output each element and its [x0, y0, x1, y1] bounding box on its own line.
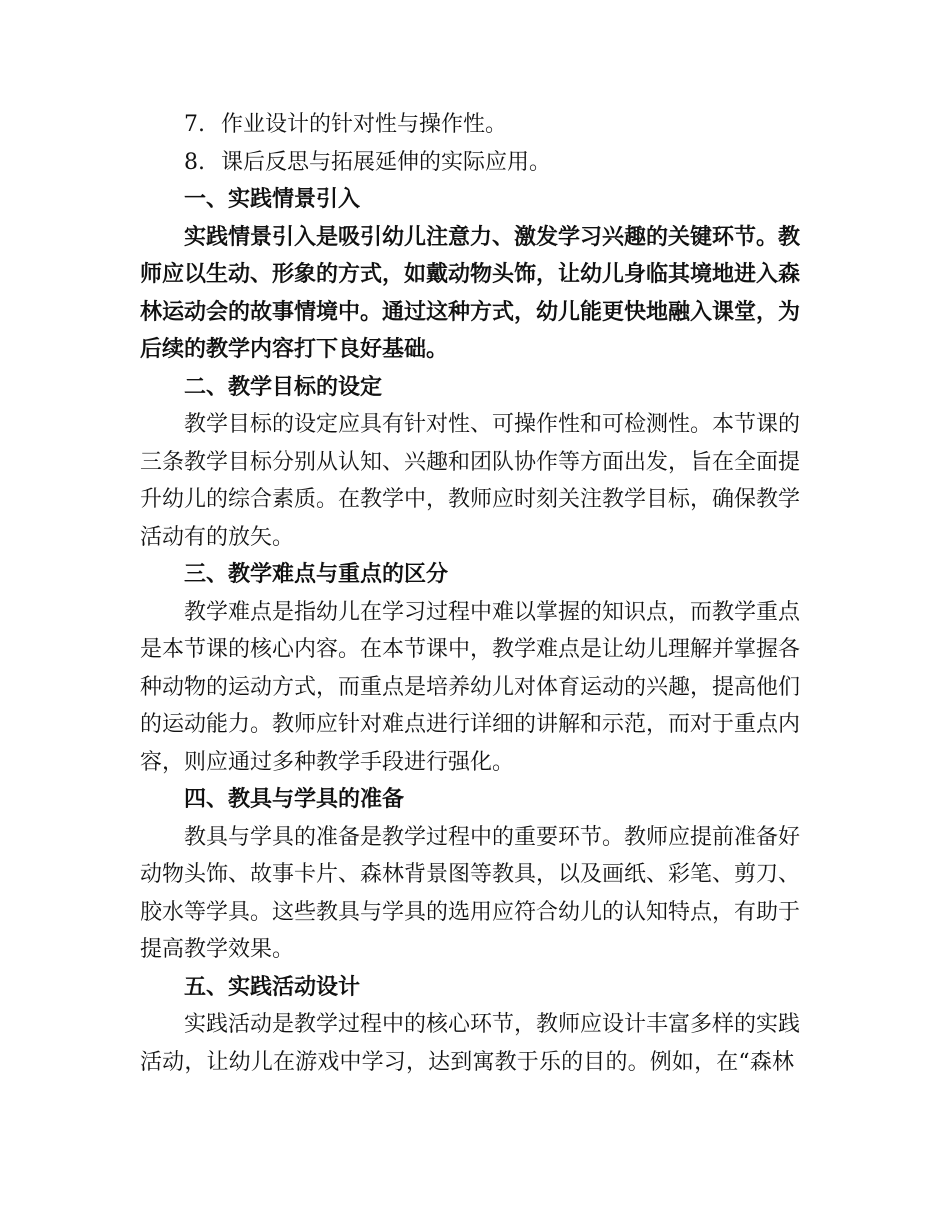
paragraph-line: 教学目标的设定应具有针对性、可操作性和可检测性。本节课的 — [184, 412, 801, 437]
section-heading: 四、教具与学具的准备 — [184, 786, 405, 812]
paragraph-line: 动物头饰、故事卡片、森林背景图等教具，以及画纸、彩笔、剪刀、 — [140, 862, 801, 887]
section-paragraph — [140, 219, 801, 369]
paragraph-line: 是本节课的核心内容。在本节课中，教学难点是让幼儿理解并掌握各 — [140, 637, 801, 662]
paragraph-line: 师应以生动、形象的方式，如戴动物头饰，让幼儿身临其境地进入森 — [140, 261, 801, 287]
section-paragraph — [140, 406, 801, 556]
paragraph-line: 后续的教学内容打下良好基础。 — [140, 336, 449, 362]
paragraph-line: 容，则应通过多种教学手段进行强化。 — [140, 749, 515, 775]
paragraph-line: 三条教学目标分别从认知、兴趣和团队协作等方面出发，旨在全面提 — [140, 449, 801, 475]
paragraph-line: 林运动会的故事情境中。通过这种方式，幼儿能更快地融入课堂，为 — [140, 298, 801, 325]
section-paragraph — [140, 1006, 801, 1081]
section-heading: 一、实践情景引入 — [184, 186, 361, 212]
list-item-text: 作业设计的针对性与操作性。 — [221, 112, 508, 137]
section-heading: 三、教学难点与重点的区分 — [184, 561, 449, 587]
list-item — [140, 106, 794, 144]
paragraph-line: 的运动能力。教师应针对难点进行详细的讲解和示范，而对于重点内 — [140, 712, 801, 737]
paragraph-line: 活动，让幼儿在游戏中学习，达到寓教于乐的目的。例如，在“森林 — [140, 1049, 794, 1075]
paragraph-line: 提高教学效果。 — [140, 937, 295, 962]
section-paragraph — [140, 819, 801, 969]
section-heading: 五、实践活动设计 — [184, 973, 361, 1000]
section-paragraph — [140, 594, 801, 782]
document-page — [140, 106, 801, 1081]
paragraph-line: 种动物的运动方式，而重点是培养幼儿对体育运动的兴趣，提高他们 — [140, 674, 801, 700]
list-item — [140, 144, 794, 182]
paragraph-line: 实践情景引入是吸引幼儿注意力、激发学习兴趣的关键环节。教 — [184, 223, 801, 250]
paragraph-line: 胶水等学具。这些教具与学具的选用应符合幼儿的认知特点，有助于 — [140, 899, 801, 925]
paragraph-line: 教具与学具的准备是教学过程中的重要环节。教师应提前准备好 — [184, 824, 801, 850]
list-item-number: 8. — [184, 149, 205, 175]
paragraph-line: 教学难点是指幼儿在学习过程中难以掌握的知识点，而教学重点 — [184, 599, 801, 625]
paragraph-line: 活动有的放矢。 — [140, 524, 295, 550]
paragraph-line: 实践活动是教学过程中的核心环节，教师应设计丰富多样的实践 — [184, 1012, 801, 1037]
paragraph-line: 升幼儿的综合素质。在教学中，教师应时刻关注教学目标，确保教学 — [140, 487, 801, 512]
list-item-number: 7. — [184, 112, 205, 137]
section-heading: 二、教学目标的设定 — [184, 373, 383, 400]
list-item-text: 课后反思与拓展延伸的实际应用。 — [221, 149, 552, 175]
